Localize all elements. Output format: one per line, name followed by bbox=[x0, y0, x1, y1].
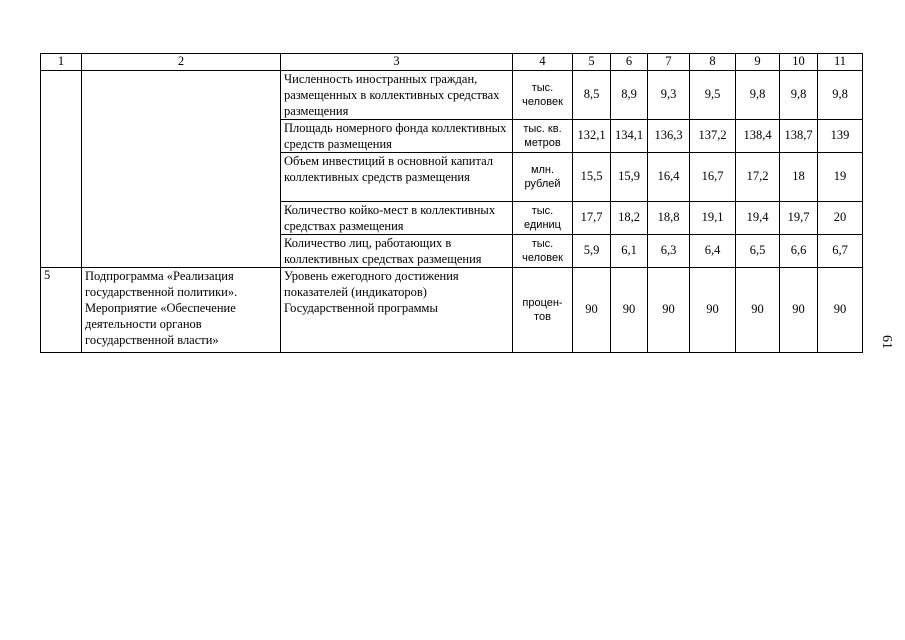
value-cell: 90 bbox=[818, 268, 863, 353]
value-cell: 18,8 bbox=[648, 202, 690, 235]
value-cell: 9,8 bbox=[736, 71, 780, 120]
value-cell: 15,5 bbox=[573, 153, 611, 202]
value-cell: 9,8 bbox=[780, 71, 818, 120]
value-cell: 138,4 bbox=[736, 120, 780, 153]
value-cell: 18,2 bbox=[611, 202, 648, 235]
header-cell: 10 bbox=[780, 54, 818, 71]
value-cell: 90 bbox=[573, 268, 611, 353]
row-number-cell bbox=[41, 71, 82, 268]
unit-cell: млн. рублей bbox=[513, 153, 573, 202]
header-cell: 8 bbox=[690, 54, 736, 71]
value-cell: 9,3 bbox=[648, 71, 690, 120]
unit-cell: тыс. человек bbox=[513, 71, 573, 120]
indicator-cell: Уровень ежегодного достижения показателей (индикаторов) Государственной программы bbox=[281, 268, 513, 353]
unit-cell: тыс. человек bbox=[513, 235, 573, 268]
value-cell: 6,1 bbox=[611, 235, 648, 268]
value-cell: 6,4 bbox=[690, 235, 736, 268]
header-cell: 2 bbox=[82, 54, 281, 71]
value-cell: 136,3 bbox=[648, 120, 690, 153]
value-cell: 19,4 bbox=[736, 202, 780, 235]
program-cell bbox=[82, 71, 281, 268]
value-cell: 6,6 bbox=[780, 235, 818, 268]
indicator-cell: Объем инвестиций в основной капитал коллективных средств размещения bbox=[281, 153, 513, 202]
header-cell: 7 bbox=[648, 54, 690, 71]
value-cell: 90 bbox=[780, 268, 818, 353]
value-cell: 15,9 bbox=[611, 153, 648, 202]
header-cell: 11 bbox=[818, 54, 863, 71]
value-cell: 6,3 bbox=[648, 235, 690, 268]
header-row bbox=[41, 54, 863, 71]
value-cell: 90 bbox=[611, 268, 648, 353]
unit-cell: процен-тов bbox=[513, 268, 573, 353]
value-cell: 16,7 bbox=[690, 153, 736, 202]
value-cell: 17,2 bbox=[736, 153, 780, 202]
value-cell: 90 bbox=[648, 268, 690, 353]
indicator-cell: Численность иностранных граждан, размещенных в коллективных средствах размещения bbox=[281, 71, 513, 120]
indicators-table bbox=[40, 53, 863, 353]
value-cell: 20 bbox=[818, 202, 863, 235]
header-cell: 6 bbox=[611, 54, 648, 71]
unit-cell: тыс. единиц bbox=[513, 202, 573, 235]
table-row bbox=[41, 268, 863, 353]
value-cell: 6,5 bbox=[736, 235, 780, 268]
value-cell: 16,4 bbox=[648, 153, 690, 202]
header-cell: 3 bbox=[281, 54, 513, 71]
header-cell: 9 bbox=[736, 54, 780, 71]
value-cell: 8,5 bbox=[573, 71, 611, 120]
value-cell: 18 bbox=[780, 153, 818, 202]
value-cell: 6,7 bbox=[818, 235, 863, 268]
value-cell: 132,1 bbox=[573, 120, 611, 153]
value-cell: 19,1 bbox=[690, 202, 736, 235]
value-cell: 5,9 bbox=[573, 235, 611, 268]
header-cell: 5 bbox=[573, 54, 611, 71]
value-cell: 19,7 bbox=[780, 202, 818, 235]
value-cell: 19 bbox=[818, 153, 863, 202]
value-cell: 137,2 bbox=[690, 120, 736, 153]
value-cell: 134,1 bbox=[611, 120, 648, 153]
value-cell: 90 bbox=[736, 268, 780, 353]
table-row bbox=[41, 71, 863, 120]
value-cell: 139 bbox=[818, 120, 863, 153]
value-cell: 9,5 bbox=[690, 71, 736, 120]
value-cell: 8,9 bbox=[611, 71, 648, 120]
unit-cell: тыс. кв. метров bbox=[513, 120, 573, 153]
value-cell: 138,7 bbox=[780, 120, 818, 153]
indicator-cell: Площадь номерного фонда коллективных средств размещения bbox=[281, 120, 513, 153]
program-cell: Подпрограмма «Реализация государственной политики». Мероприятие «Обеспечение деятельности органов государственной власти» bbox=[82, 268, 281, 353]
value-cell: 90 bbox=[690, 268, 736, 353]
value-cell: 9,8 bbox=[818, 71, 863, 120]
row-number-cell: 5 bbox=[41, 268, 82, 353]
value-cell: 17,7 bbox=[573, 202, 611, 235]
indicator-cell: Количество лиц, работающих в коллективных средствах размещения bbox=[281, 235, 513, 268]
indicator-cell: Количество койко-мест в коллективных средствах размещения bbox=[281, 202, 513, 235]
page-number: 61 bbox=[879, 335, 894, 349]
header-cell: 1 bbox=[41, 54, 82, 71]
header-cell: 4 bbox=[513, 54, 573, 71]
